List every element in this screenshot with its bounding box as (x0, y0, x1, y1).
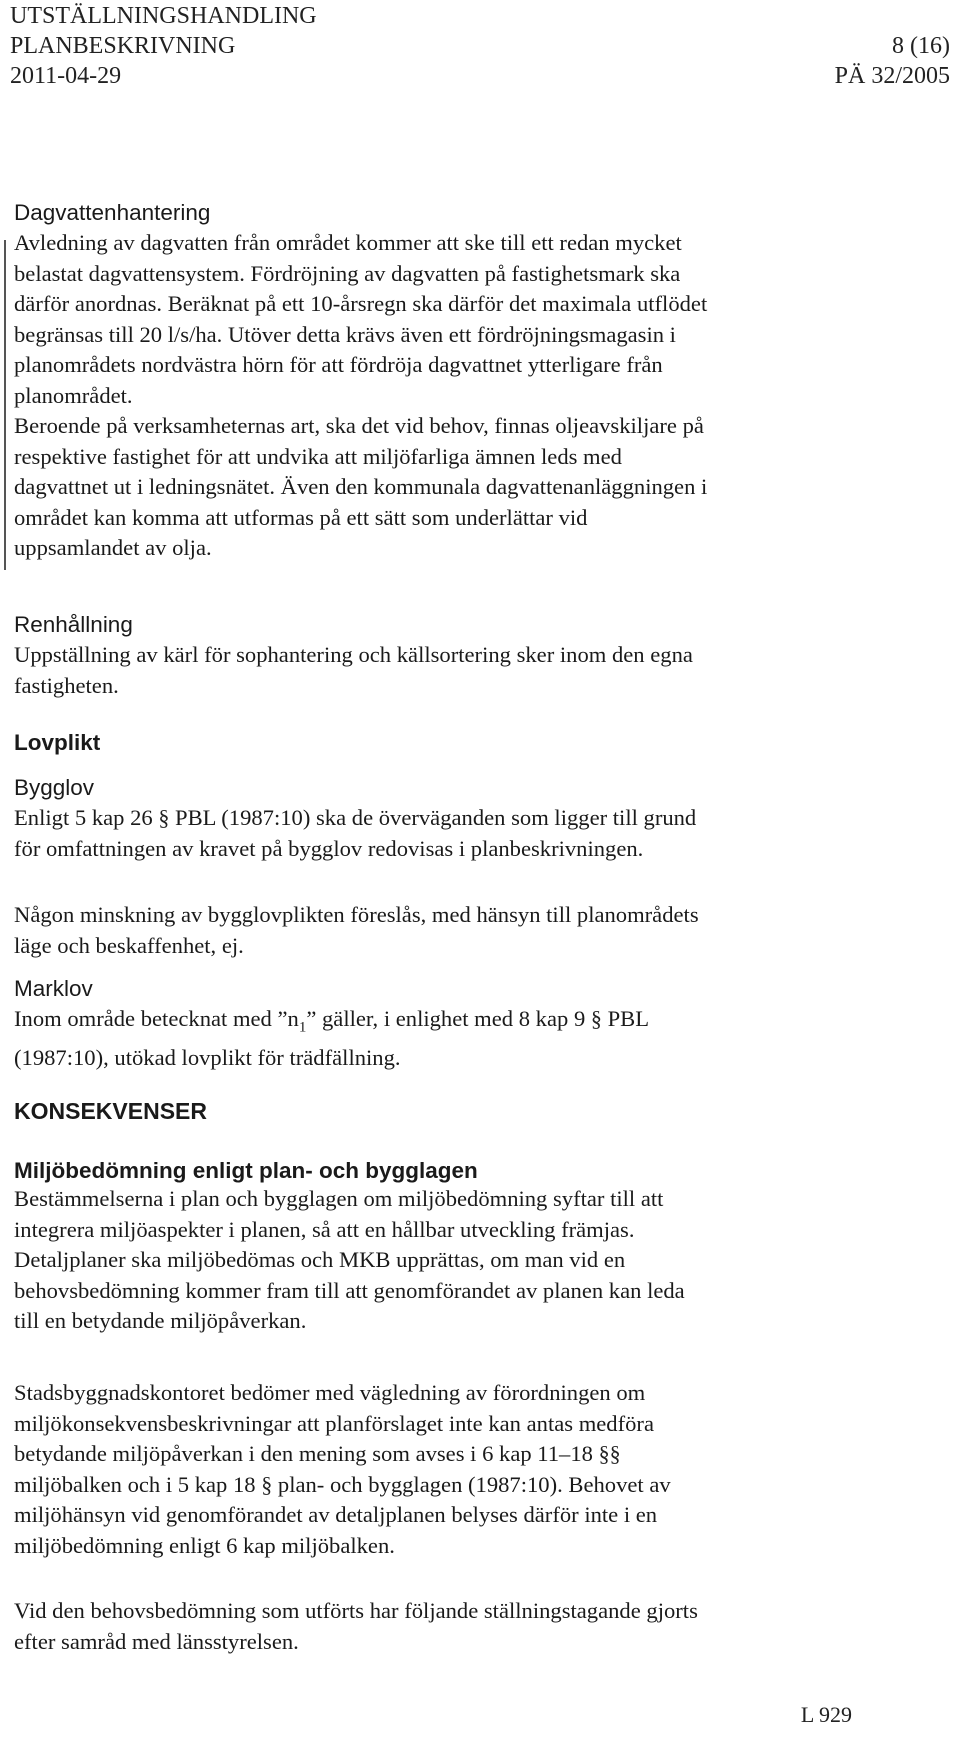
marklov-heading: Marklov (14, 976, 93, 1001)
behovsbedomning-line: Vid den behovsbedömning som utförts har följande ställningstagande gjorts (14, 1598, 698, 1623)
section-sign: § (158, 805, 170, 830)
dagvatten-line: Beroende på verksamheternas art, ska det vid behov, finnas oljeavskiljare på (14, 413, 704, 438)
dagvatten-section (14, 198, 944, 564)
bygglov-heading: Bygglov (14, 775, 95, 800)
bygglov-text: PBL (1987:10) ska de överväganden som ligger till grund (175, 805, 697, 830)
bygglov-line (14, 803, 944, 834)
konsekvenser-section (14, 1098, 944, 1125)
document-reference: PÄ 32/2005 (834, 63, 950, 89)
minskning-paragraph (14, 900, 944, 961)
stadsbyggnad-line: miljökonsekvensbeskrivningar att planförslaget inte kan antas medföra (14, 1410, 654, 1436)
renhallning-line: Uppställning av kärl för sophantering och källsortering sker inom den egna (14, 642, 693, 667)
renhallning-section (14, 610, 944, 701)
section-sign: § (590, 1006, 602, 1031)
section-sign: § (598, 1441, 610, 1466)
stadsbyggnad-text: miljöbalken och i 5 kap 18 (14, 1471, 256, 1497)
miljo-line: Bestämmelserna i plan och bygglagen om miljöbedömning syftar till att (14, 1186, 664, 1211)
marklov-text: Inom område betecknat med ”n (14, 1006, 299, 1031)
dagvatten-line: uppsamlandet av olja. (14, 535, 212, 560)
miljobedomning-section (14, 1158, 944, 1337)
document-type: UTSTÄLLNINGSHANDLING (10, 3, 317, 29)
document-date: 2011-04-29 (10, 63, 122, 89)
dagvatten-line: området kan komma att utformas på ett sätt som underlättar vid (14, 504, 588, 530)
miljo-line: till en betydande miljöpåverkan. (14, 1308, 307, 1333)
behovsbedomning-line: efter samråd med länsstyrelsen. (14, 1628, 299, 1654)
page-number: 8 (16) (892, 33, 950, 59)
marklov-subscript: 1 (298, 1019, 307, 1036)
section-sign: § (609, 1441, 621, 1466)
marklov-text: ” gäller, i enlighet med 8 kap 9 (306, 1006, 586, 1031)
document-subtitle: PLANBESKRIVNING (10, 33, 236, 59)
dagvatten-line: dagvattnet ut i ledningsnätet. Även den kommunala dagvattenanläggningen i (14, 474, 708, 499)
dagvatten-line: Avledning av dagvatten från området kommer att ske till ett redan mycket (14, 230, 682, 255)
bygglov-text: Enligt 5 kap 26 (14, 805, 153, 830)
stadsbyggnad-line (14, 1439, 944, 1470)
stadsbyggnad-paragraph (14, 1378, 944, 1561)
dagvatten-line: planområdets nordvästra hörn för att fördröja dagvattnet ytterligare från (14, 352, 663, 377)
renhallning-line: fastigheten. (14, 672, 119, 698)
dagvatten-line: begränsas till 20 l/s/ha. Utöver detta krävs även ett fördröjningsmagasin i (14, 321, 676, 347)
dagvatten-line: belastat dagvattensystem. Fördröjning av dagvatten på fastighetsmark ska (14, 260, 681, 286)
stadsbyggnad-line: miljöhänsyn vid genomförandet av detaljplanen belyses därför inte i en (14, 1502, 658, 1527)
behovsbedomning-paragraph (14, 1596, 944, 1657)
minskning-line: Någon minskning av bygglovplikten föreslås, med hänsyn till planområdets (14, 902, 699, 927)
footer-code: L 929 (800, 1702, 852, 1727)
renhallning-heading: Renhållning (14, 612, 133, 637)
miljo-line: behovsbedömning kommer fram till att genomförandet av planen kan leda (14, 1277, 685, 1303)
section-sign: § (261, 1471, 273, 1497)
marklov-line: (1987:10), utökad lovplikt för trädfällning. (14, 1045, 401, 1071)
marklov-text: PBL (607, 1006, 649, 1031)
minskning-line: läge och beskaffenhet, ej. (14, 932, 244, 958)
miljobedomning-heading: Miljöbedömning enligt plan- och bygglagen (14, 1158, 478, 1183)
stadsbyggnad-line: Stadsbyggnadskontoret bedömer med vägledning av förordningen om (14, 1380, 646, 1405)
miljo-line: integrera miljöaspekter i planen, så att en hållbar utveckling främjas. (14, 1216, 635, 1242)
dagvatten-line: respektive fastighet för att undvika att miljöfarliga ämnen leds med (14, 443, 622, 469)
dagvatten-line: därför anordnas. Beräknat på ett 10-årsregn ska därför det maximala utflödet (14, 291, 708, 316)
stadsbyggnad-text: betydande miljöpåverkan i den mening som avses i 6 kap 11–18 (14, 1441, 593, 1466)
marklov-section (14, 974, 944, 1074)
bygglov-section (14, 773, 944, 864)
miljo-line: Detaljplaner ska miljöbedömas och MKB upprättas, om man vid en (14, 1247, 626, 1272)
bygglov-line: för omfattningen av kravet på bygglov redovisas i planbeskrivningen. (14, 835, 644, 861)
lovplikt-section (14, 730, 944, 756)
stadsbyggnad-line: miljöbedömning enligt 6 kap miljöbalken. (14, 1532, 395, 1558)
dagvatten-heading: Dagvattenhantering (14, 200, 211, 225)
konsekvenser-heading: KONSEKVENSER (14, 1098, 207, 1124)
dagvatten-line: planområdet. (14, 382, 133, 408)
stadsbyggnad-text: plan- och bygglagen (1987:10). Behovet av (277, 1471, 671, 1497)
lovplikt-heading: Lovplikt (14, 730, 101, 755)
stadsbyggnad-line (14, 1470, 944, 1501)
revision-bar (4, 240, 6, 570)
marklov-line (14, 1004, 944, 1043)
